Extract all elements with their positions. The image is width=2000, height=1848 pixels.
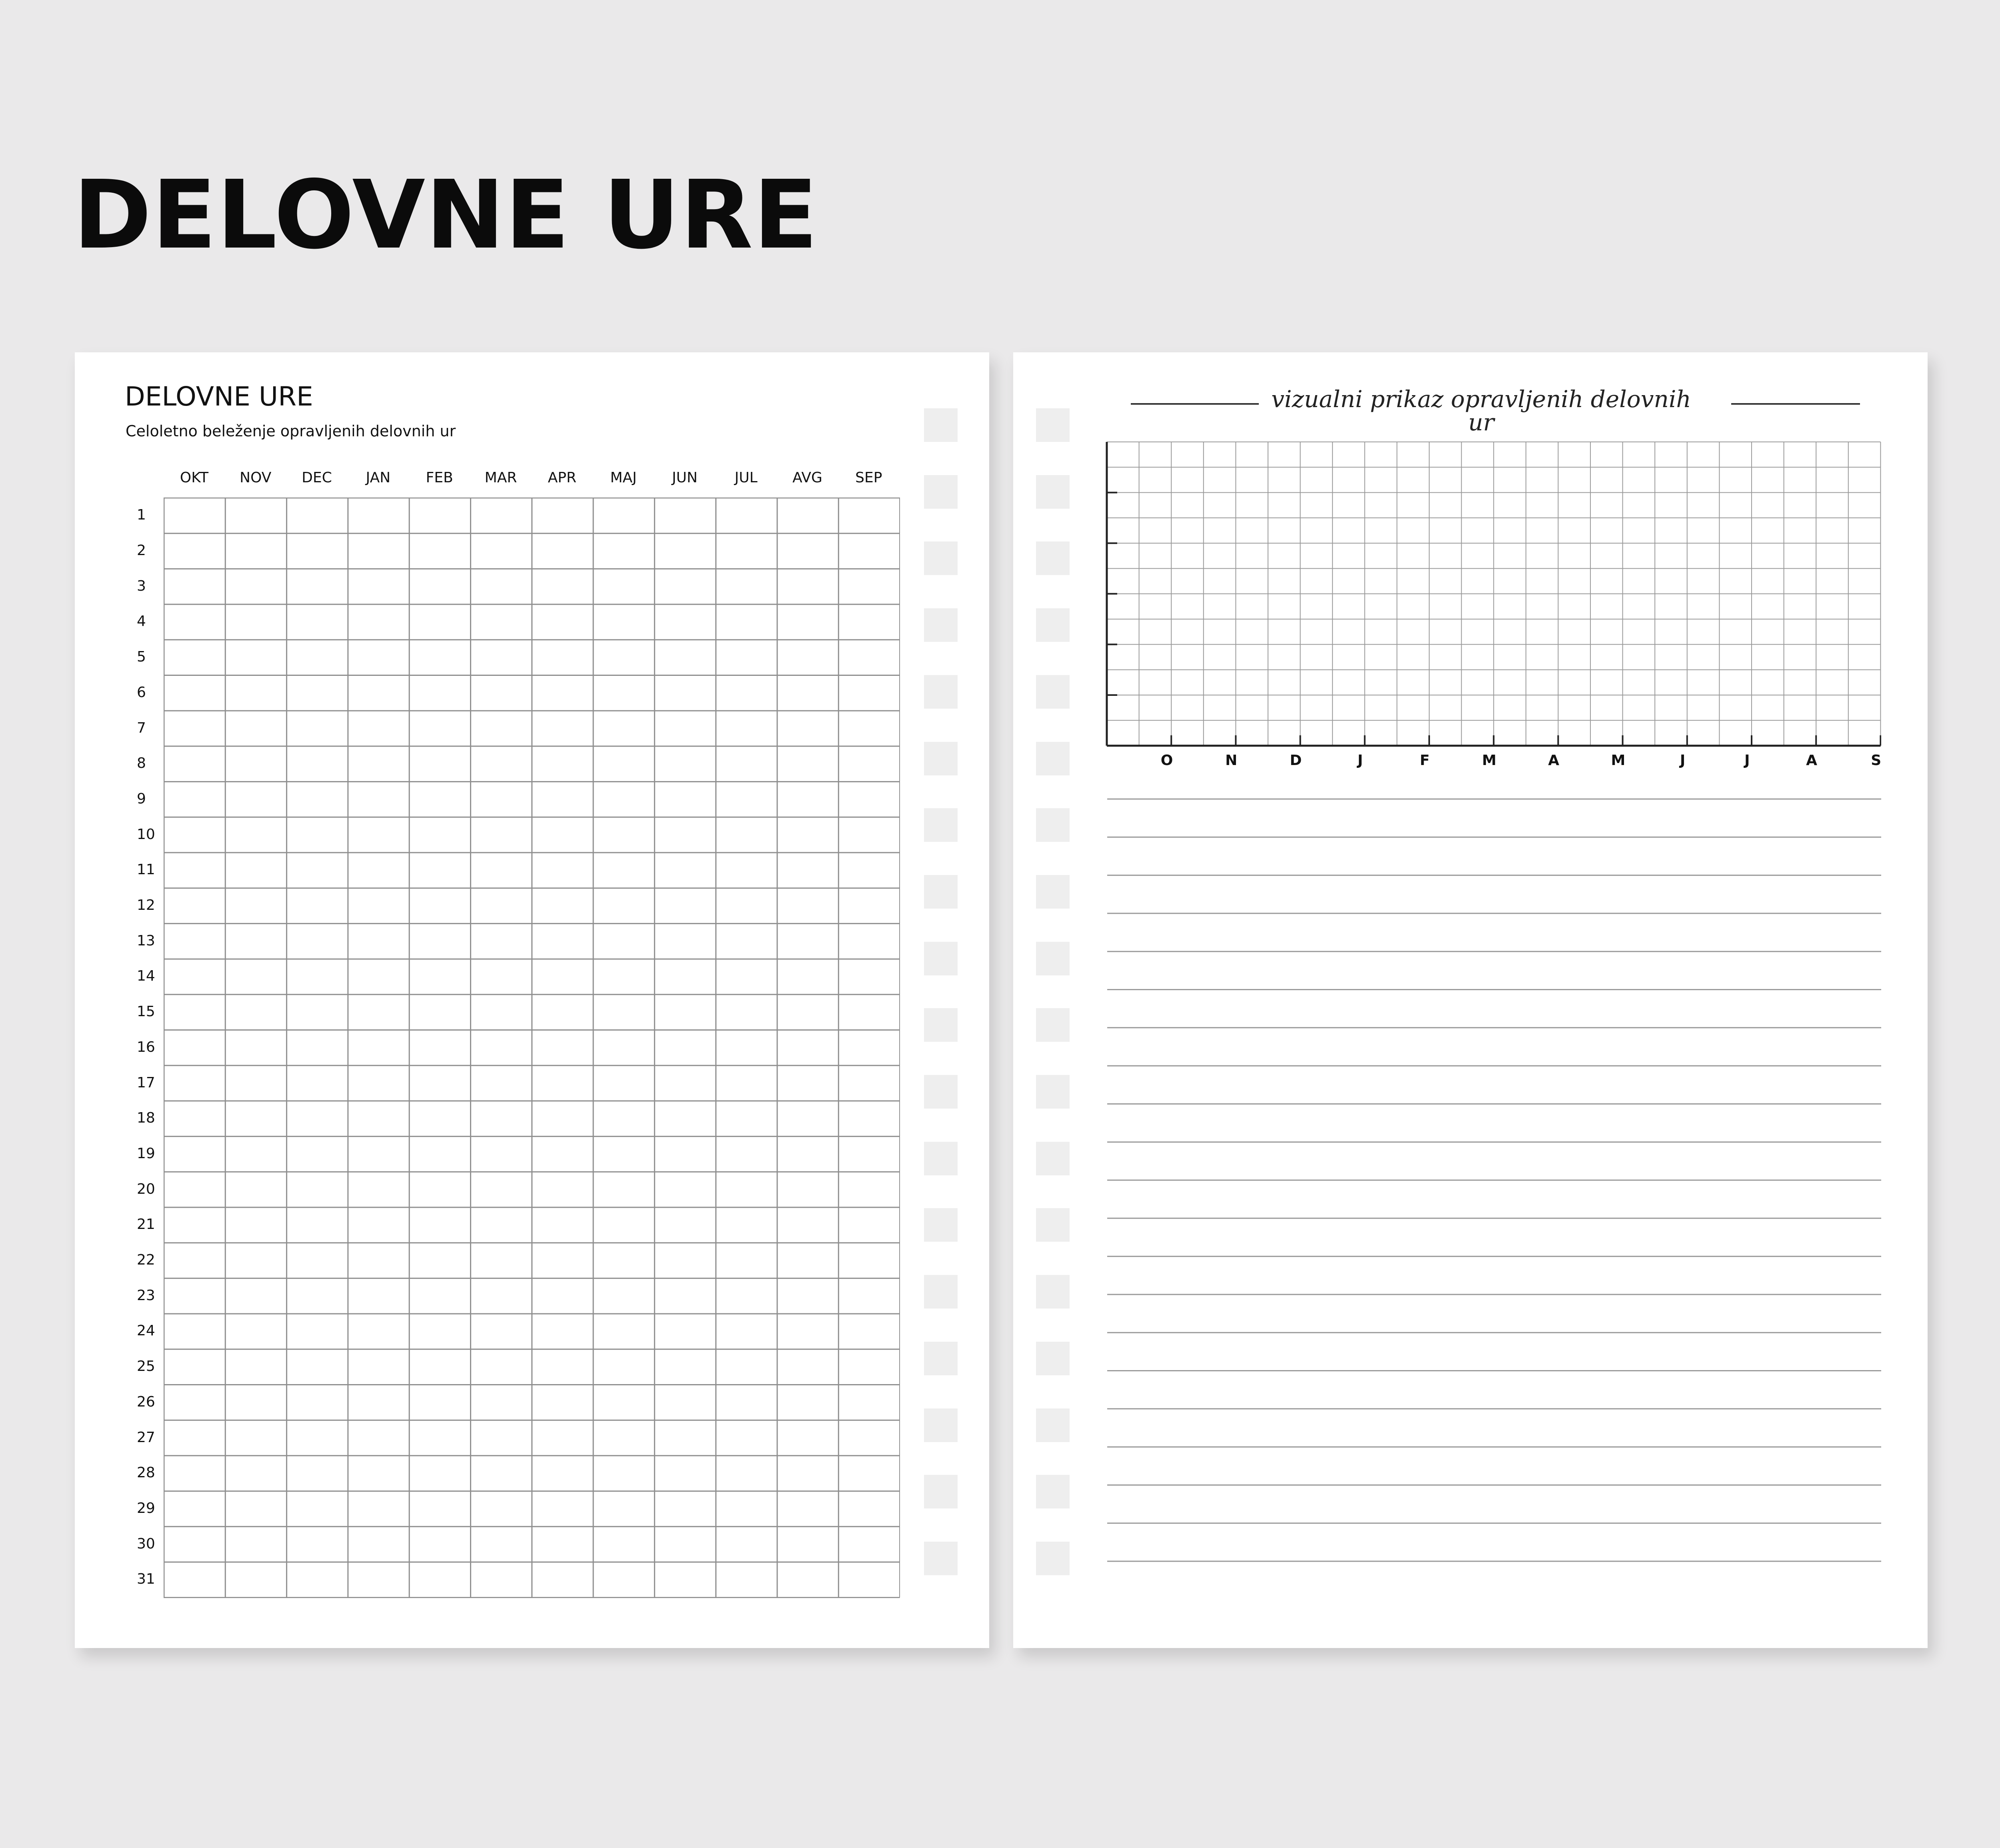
day-number-29: 29 (137, 1500, 155, 1516)
day-number-23: 23 (137, 1287, 155, 1304)
index-tab[interactable] (1036, 675, 1070, 709)
day-number-26: 26 (137, 1393, 155, 1410)
index-tab[interactable] (924, 608, 958, 642)
chart-month-letter: J (1744, 752, 1750, 769)
month-header-dec: DEC (302, 469, 332, 486)
index-tab[interactable] (924, 1275, 958, 1309)
index-tab[interactable] (924, 742, 958, 775)
day-number-16: 16 (137, 1039, 155, 1055)
index-tab[interactable] (1036, 1408, 1070, 1442)
chart-month-letter: M (1611, 752, 1626, 769)
index-tab[interactable] (1036, 1275, 1070, 1309)
day-number-5: 5 (137, 649, 146, 665)
day-number-30: 30 (137, 1535, 155, 1552)
index-tab[interactable] (924, 541, 958, 575)
chart-title: vizualni prikaz opravljenih delovnih ur (1271, 386, 1691, 436)
index-tab[interactable] (1036, 742, 1070, 775)
index-tab[interactable] (1036, 608, 1070, 642)
day-number-13: 13 (137, 932, 155, 949)
index-tab[interactable] (924, 808, 958, 842)
chart-month-letter: D (1290, 752, 1302, 769)
chart-month-letter: A (1806, 752, 1817, 769)
index-tab[interactable] (1036, 1142, 1070, 1175)
day-number-28: 28 (137, 1464, 155, 1481)
month-header-okt: OKT (180, 469, 209, 486)
day-number-19: 19 (137, 1145, 155, 1162)
index-tab[interactable] (1036, 541, 1070, 575)
chart-month-letter: J (1357, 752, 1363, 769)
index-tab[interactable] (1036, 1208, 1070, 1242)
chart-month-letter: A (1548, 752, 1560, 769)
index-tab[interactable] (924, 1075, 958, 1109)
day-number-4: 4 (137, 613, 146, 630)
month-header-sep: SEP (855, 469, 882, 486)
tracker-page (75, 352, 989, 1648)
month-header-feb: FEB (426, 469, 453, 486)
day-number-21: 21 (137, 1216, 155, 1233)
index-tab[interactable] (924, 1408, 958, 1442)
index-tab[interactable] (924, 1208, 958, 1242)
day-number-25: 25 (137, 1358, 155, 1375)
tracker-subtitle: Celoletno beleženje opravljenih delovnih ur (126, 422, 456, 440)
index-tab[interactable] (1036, 1008, 1070, 1042)
index-tab[interactable] (924, 675, 958, 709)
month-header-maj: MAJ (610, 469, 637, 486)
day-number-14: 14 (137, 968, 155, 985)
title-rule-left (1131, 403, 1259, 405)
index-tab[interactable] (1036, 875, 1070, 909)
index-tab[interactable] (924, 408, 958, 442)
day-number-31: 31 (137, 1571, 155, 1588)
chart-month-letter: J (1680, 752, 1686, 769)
index-tab[interactable] (1036, 1342, 1070, 1375)
index-tab[interactable] (924, 942, 958, 975)
title-rule-right (1731, 403, 1860, 405)
day-number-2: 2 (137, 542, 146, 559)
month-header-jan: JAN (366, 469, 391, 486)
month-header-avg: AVG (792, 469, 822, 486)
index-tab[interactable] (924, 1542, 958, 1575)
month-header-jul: JUL (734, 469, 758, 486)
day-number-18: 18 (137, 1110, 155, 1127)
day-number-27: 27 (137, 1429, 155, 1446)
chart-month-letter: O (1160, 752, 1173, 769)
month-header-jun: JUN (672, 469, 698, 486)
month-header-nov: NOV (240, 469, 272, 486)
day-number-22: 22 (137, 1252, 155, 1269)
hours-chart-grid (1105, 440, 1881, 760)
index-tab[interactable] (1036, 475, 1070, 509)
day-number-11: 11 (137, 861, 155, 878)
index-tab[interactable] (1036, 1542, 1070, 1575)
day-number-15: 15 (137, 1003, 155, 1020)
day-number-24: 24 (137, 1323, 155, 1339)
day-number-9: 9 (137, 790, 146, 807)
day-number-12: 12 (137, 897, 155, 914)
day-number-17: 17 (137, 1074, 155, 1091)
index-tab[interactable] (924, 475, 958, 509)
page-heading: DELOVNE URE (73, 160, 818, 270)
index-tab[interactable] (1036, 1075, 1070, 1109)
index-tab[interactable] (924, 1142, 958, 1175)
chart-month-letter: F (1420, 752, 1430, 769)
chart-month-letter: S (1871, 752, 1882, 769)
index-tab[interactable] (924, 1475, 958, 1508)
index-tab[interactable] (924, 875, 958, 909)
tracker-title: DELOVNE URE (125, 381, 313, 412)
day-number-7: 7 (137, 719, 146, 736)
chart-month-letter: M (1482, 752, 1496, 769)
index-tab[interactable] (924, 1008, 958, 1042)
index-tab[interactable] (1036, 808, 1070, 842)
month-header-apr: APR (548, 469, 576, 486)
notes-lines (1107, 797, 1883, 1597)
hours-tracker-grid (164, 497, 900, 1598)
day-number-8: 8 (137, 755, 146, 772)
index-tab[interactable] (1036, 1475, 1070, 1508)
index-tab[interactable] (924, 1342, 958, 1375)
day-number-1: 1 (137, 507, 146, 523)
chart-page (1013, 352, 1928, 1648)
month-header-mar: MAR (484, 469, 517, 486)
day-number-10: 10 (137, 826, 155, 843)
day-number-3: 3 (137, 577, 146, 594)
day-number-20: 20 (137, 1181, 155, 1197)
index-tab[interactable] (1036, 942, 1070, 975)
day-number-6: 6 (137, 684, 146, 701)
index-tab[interactable] (1036, 408, 1070, 442)
chart-month-letter: N (1225, 752, 1238, 769)
